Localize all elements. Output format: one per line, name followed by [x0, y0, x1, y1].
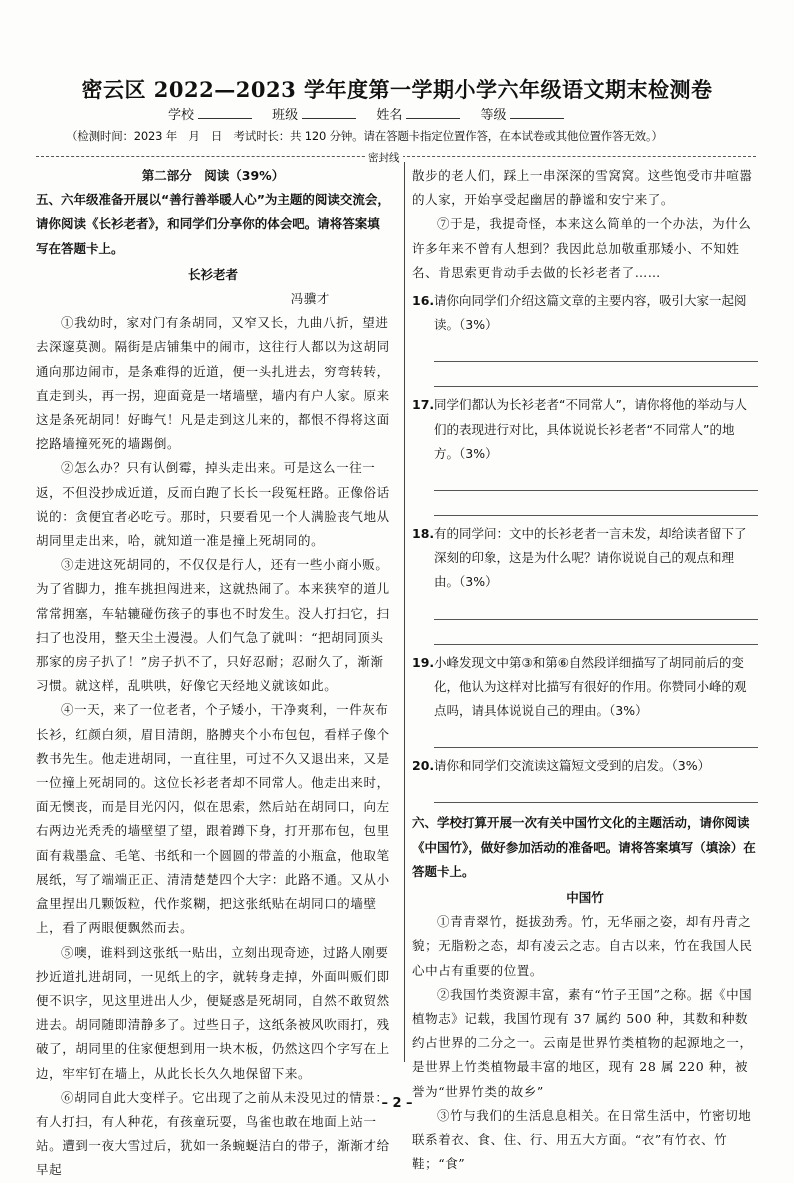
question-text: 同学们都认为长衫老者“不同常人”，请你将他的举动与人们的表现进行对比，具体说说长衫老者“不同常人”的地方。（3%） [434, 397, 747, 461]
right-column [412, 164, 758, 1177]
essay-2-paragraph-3: ③竹与我们的生活息息相关。在日常生活中，竹密切地联系着衣、食、住、行、用五大方面。“衣”有竹衣、竹鞋；“食” [412, 1107, 752, 1172]
section-5-intro: 五、六年级准备开展以“善行善举暖人心”为主题的阅读交流会，请你阅读《长衫老者》，和同学们分享你的体会吧。请将答案填写在答题卡上。 [36, 192, 390, 256]
essay-paragraph-7: ⑦于是，我提奇怪，本来这么简单的一个办法，为什么许多年来不曾有人想到？我因此总加敬重那矮小、不知姓名、肯思索更肯动手去做的长衫老者了…… [412, 216, 752, 280]
exam-instructions: （检测时间：2023 年 月 日 考试时长：共 120 分钟。请在答题卡指定位置作答，在本试卷或其他位置作答无效。） [66, 129, 663, 143]
question-text: 小峰发现文中第③和第⑥自然段详细描写了胡同前后的变化，他认为这样对比描写有很好的作用。你赞同小峰的观点吗，请具体说说自己的理由。（3%） [434, 654, 747, 719]
question-text: 有的同学问：文中的长衫老者一言未发，却给读者留下了深刻的印象，这是为什么呢？请你说说自己的观点和理由。（3%） [434, 526, 747, 590]
question-17 [412, 393, 758, 466]
essay-paragraph-4: ④一天，来了一位老者，个子矮小，干净爽利，一件灰布长衫，红颜白须，眉目清朗，胳膊夹个小布包包，看样子像个教书先生。他走进胡同，一直往里，可过不久又退出来，又是一位撞上死胡同的。这位长衫老者却不同常人。他走出来时，面无懊丧，而是目光闪闪，似在思索，然后站在胡同口，向左右两边光秃秃的墙壁望了望，跟着蹲下身，打开那布包，包里面有栽墨盒、毛笔、书纸和一个圆圆的带盖的小瓶盒，他取笔展纸，写了端端正正、清清楚楚四个大字：此路不通。又从小盒里捏出几颗饭粒，代作浆糊，把这张纸贴在胡同口的墙壁上，看了两眼便飘然而去。 [36, 702, 390, 936]
field-class-blank [302, 106, 356, 119]
essay-paragraph-2: ②怎么办？只有认倒霉，掉头走出来。可是这么一往一返，不但没抄成近道，反而白跑了长长一段冤枉路。正像俗话说的：贪便宜者必吃亏。那时，只要看见一个人满脸丧气地从胡同里走出来，哈，就知道一准是撞上死胡同的。 [36, 460, 390, 549]
essay-title: 长衫老者 [187, 266, 238, 282]
field-school-label: 学校 [168, 108, 195, 123]
essay-2-title: 中国竹 [566, 890, 604, 906]
question-20 [412, 754, 758, 778]
essay-author: 冯骥才 [290, 291, 330, 307]
essay-paragraph-5: ⑤噢，谁料到这张纸一贴出，立刻出现奇迹，过路人刚要抄近道扎进胡同，一见纸上的字，就转身走掉，外面叫贩们即便不识字，见这里进出人少，便疑惑是死胡同，自然不敢贸然进去。胡同随即清静多了。过些日子，这纸条被风吹雨打，残破了，胡同里的住家便想到用一块木板，仍然这四个字写在上边，牢牢钉在墙上，从此长长久久地保留下来。 [36, 944, 390, 1081]
student-info-row [168, 104, 580, 123]
question-text: 请你向同学们介绍这篇文章的主要内容，吸引大家一起阅读。（3%） [434, 293, 747, 333]
answer-line [434, 337, 758, 362]
essay-paragraph-1: ①我幼时，家对门有条胡同，又窄又长，九曲八折，望进去深邃莫测。隔街是店铺集中的闹市，这往行人都以为这胡同通向那边闹市，是条难得的近道，便一头扎进去，穷弯转转，直走到头，再一拐，迎面竟是一堵墙壁，墙内有户人家。原来这是条死胡同！好晦气！凡是走到这儿来的，都恨不得将这面挖路墙撞死死的墙踢倒。 [36, 315, 390, 452]
answer-line [434, 466, 758, 491]
question-19 [412, 651, 758, 724]
field-name-blank [406, 106, 460, 119]
essay-continuation-1: 散步的老人们，踩上一串深深的雪窝窝。这些饱受市井喧嚣的人家，开始享受起幽居的静谧和安宁来了。 [412, 168, 753, 208]
question-number: 18. [412, 526, 435, 542]
question-text: 请你和同学们交流读这篇短文受到的启发。（3%） [434, 758, 711, 774]
essay-2-paragraph-1: ①青青翠竹，挺拔劲秀。竹，无华丽之姿，却有丹青之貌；无脂粉之态，却有凌云之志。自古以来，竹在我国人民心中占有重要的位置。 [412, 914, 753, 978]
column-divider [404, 162, 405, 1062]
field-name-label: 姓名 [376, 108, 403, 123]
answer-line [434, 362, 758, 387]
part-heading: 第二部分 阅读（39%） [141, 168, 285, 183]
answer-line [434, 620, 758, 645]
field-grade-blank [510, 106, 564, 119]
essay-2-paragraph-2: ②我国竹类资源丰富，素有“竹子王国”之称。据《中国植物志》记载，我国竹现有 37 属约 500 种，其数和种数约占世界的二分之一。云南是世界竹类植物的起源地之一，是世界上竹类植物最丰富的地区，现有 28 属 220 种，被誉为“世界竹类的故乡” [412, 986, 753, 1099]
essay-paragraph-6: ⑥胡同自此大变样子。它出现了之前从未没见过的情景：有人打扫，有人种花，有孩童玩耍，鸟雀也敢在地面上站一站。遭到一夜大雪过后，犹如一条蜿蜒洁白的带子，渐渐才给早起 [36, 1089, 390, 1178]
field-grade-label: 等级 [480, 108, 507, 123]
answer-line [434, 595, 758, 620]
essay-paragraph-3: ③走进这死胡同的，不仅仅是行人，还有一些小商小贩。为了省脚力，推车挑担闯进来，这就热闹了。本来狭窄的道儿常常拥塞，车轱辘碰伤孩子的事也不时发生。没人打扫它，扫扫了也没用，整天尘土漫漫。人们气急了就叫：“把胡同顶头那家的房子扒了！”房子扒不了，只好忍耐；忍耐久了，渐渐习惯。就这样，乱哄哄，好像它天经地义就该如此。 [36, 557, 390, 694]
question-18 [412, 522, 758, 595]
question-16 [412, 289, 758, 337]
field-class-label: 班级 [272, 108, 299, 123]
question-number: 19. [412, 654, 435, 670]
field-school-blank [198, 106, 252, 119]
page-number: – 2 – [381, 1096, 413, 1111]
seal-line-label: 密封线 [365, 150, 403, 165]
answer-line [434, 778, 758, 803]
question-number: 17. [412, 397, 435, 413]
question-number: 16. [412, 293, 435, 309]
left-column [36, 164, 390, 1183]
answer-line [434, 723, 758, 748]
exam-title: 密云区 2022—2023 学年度第一学期小学六年级语文期末检测卷 [81, 77, 713, 102]
question-number: 20. [412, 758, 435, 774]
answer-line [434, 491, 758, 516]
section-6-intro: 六、学校打算开展一次有关中国竹文化的主题活动，请你阅读《中国竹》，做好参加活动的准备吧。请将答案填写（填涂）在答题卡上。 [412, 815, 756, 879]
